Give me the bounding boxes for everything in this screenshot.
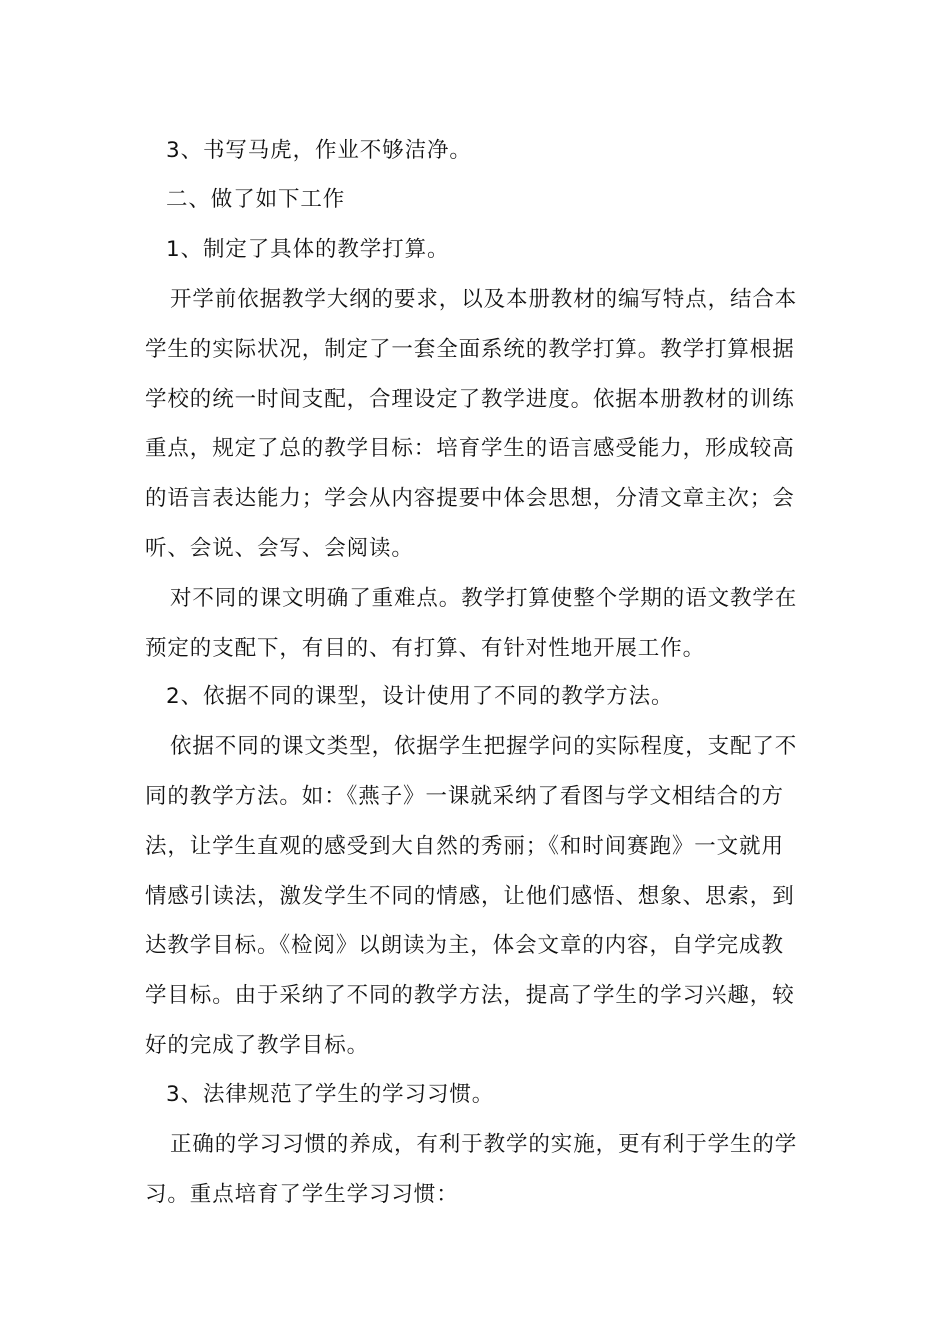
paragraph-line: 的语言表达能力；学会从内容提要中体会思想，分清文章主次；会 (145, 486, 795, 511)
subheading-teaching-methods: 2、依据不同的课型，设计使用了不同的教学方法。 (166, 684, 674, 709)
paragraph-line: 好的完成了教学目标。 (145, 1033, 370, 1058)
subheading-study-habits: 3、法律规范了学生的学习习惯。 (166, 1082, 495, 1107)
section-heading-work-done: 二、做了如下工作 (166, 187, 346, 212)
paragraph-line: 习。重点培育了学生学习习惯： (145, 1182, 459, 1207)
paragraph-line: 学生的实际状况，制定了一套全面系统的教学打算。教学打算根据 (145, 337, 795, 362)
paragraph-line: 情感引读法，激发学生不同的情感，让他们感悟、想象、思索，到 (145, 884, 795, 909)
paragraph-line: 对不同的课文明确了重难点。教学打算使整个学期的语文教学在 (170, 586, 798, 611)
paragraph-line: 预定的支配下，有目的、有打算、有针对性地开展工作。 (145, 636, 706, 661)
paragraph-line: 重点，规定了总的教学目标：培育学生的语言感受能力，形成较高 (145, 436, 795, 461)
paragraph-line: 达教学目标。《检阅》以朗读为主，体会文章的内容，自学完成教 (145, 933, 784, 958)
list-item-handwriting: 3、书写马虎，作业不够洁净。 (166, 138, 472, 163)
paragraph-line: 开学前依据教学大纲的要求，以及本册教材的编写特点，结合本 (170, 287, 798, 312)
paragraph-line: 依据不同的课文类型，依据学生把握学问的实际程度，支配了不 (170, 734, 798, 759)
subheading-teaching-plan: 1、制定了具体的教学打算。 (166, 237, 450, 262)
paragraph-line: 学目标。由于采纳了不同的教学方法，提高了学生的学习兴趣，较 (145, 983, 795, 1008)
paragraph-line: 听、会说、会写、会阅读。 (145, 536, 414, 561)
paragraph-line: 同的教学方法。如：《燕子》一课就采纳了看图与学文相结合的方 (145, 784, 784, 809)
paragraph-line: 正确的学习习惯的养成，有利于教学的实施，更有利于学生的学 (170, 1132, 798, 1157)
paragraph-line: 学校的统一时间支配，合理设定了教学进度。依据本册教材的训练 (145, 387, 795, 412)
paragraph-line: 法，让学生直观的感受到大自然的秀丽；《和时间赛跑》一文就用 (145, 834, 784, 859)
